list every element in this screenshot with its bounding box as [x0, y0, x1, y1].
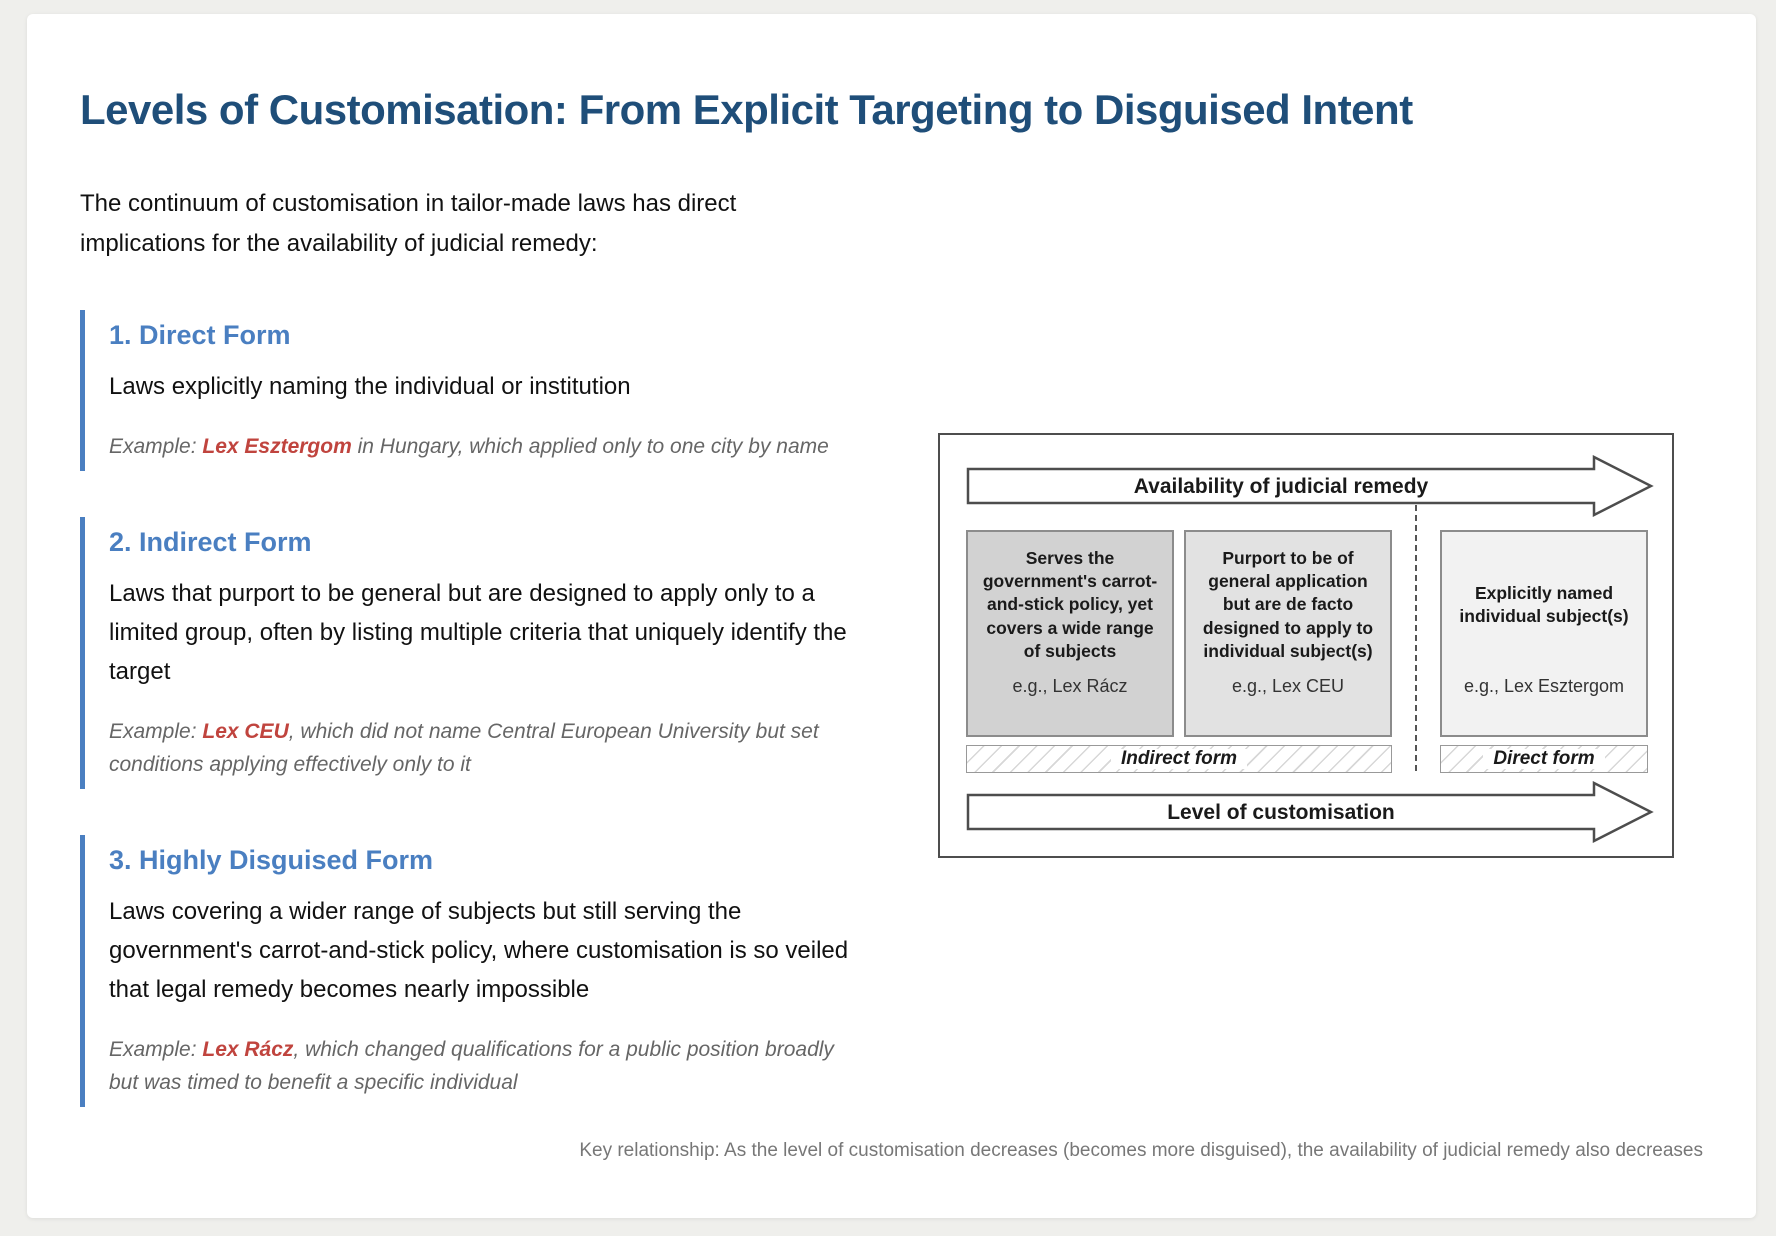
box-text: Explicitly named individual subject(s) [1459, 582, 1629, 626]
section-direct-form [80, 310, 860, 471]
section-heading: 1. Direct Form [109, 320, 291, 351]
availability-arrow [966, 455, 1654, 517]
box-example: e.g., Lex Rácz [1012, 676, 1128, 696]
direct-indirect-divider-dashed-line [1415, 505, 1417, 771]
page-title: Levels of Customisation: From Explicit Targeting to Disguised Intent [80, 86, 1413, 133]
customisation-diagram [938, 433, 1674, 858]
example-law-name: Lex Esztergom [202, 435, 352, 459]
section-body: Laws covering a wider range of subjects but still serving the government's carrot-and-stick policy, where customisation is so veiled that legal remedy becomes nearly impossible [109, 898, 849, 1004]
key-relationship-caption: Key relationship: As the level of customisation decreases (becomes more disguised), the availability of judicial remedy also decreases [579, 1140, 1703, 1161]
form-strips [966, 745, 1648, 773]
example-law-name: Lex CEU [202, 720, 289, 744]
section-example [109, 430, 839, 463]
example-rest: , which did not name Central European University but set conditions applying effectively only to it [109, 720, 819, 777]
section-body: Laws that purport to be general but are designed to apply only to a limited group, often by listing multiple criteria that uniquely identify the target [109, 580, 847, 686]
box-example: e.g., Lex Esztergom [1463, 676, 1625, 696]
example-rest: in Hungary, which applied only to one city by name [351, 435, 829, 459]
box-text: Serves the government's carrot-and-stick policy, yet covers a wide range of subjects [982, 548, 1158, 661]
indirect-form-strip [966, 745, 1392, 773]
box-example: e.g., Lex CEU [1231, 676, 1345, 696]
section-indirect-form [80, 517, 860, 789]
diagram-boxes [966, 530, 1648, 737]
example-prefix: Example: [109, 720, 203, 744]
direct-form-strip [1440, 745, 1648, 773]
availability-arrow-label: Availability of judicial remedy [1133, 475, 1429, 498]
example-rest: , which changed qualifications for a public position broadly but was timed to benefit a specific individual [109, 1038, 834, 1095]
box-text: Purport to be of general application but are de facto designed to apply to individual subject(s) [1202, 548, 1374, 661]
box-highly-disguised [966, 530, 1174, 737]
box-indirect [1184, 530, 1392, 737]
section-example [109, 1033, 839, 1099]
example-law-name: Lex Rácz [202, 1038, 294, 1062]
strip-label: Direct form [1483, 749, 1604, 769]
customisation-arrow-label: Level of customisation [1167, 801, 1395, 824]
section-highly-disguised-form [80, 835, 860, 1107]
example-prefix: Example: [109, 1038, 203, 1062]
intro-paragraph: The continuum of customisation in tailor-made laws has direct implications for the availability of judicial remedy: [80, 190, 737, 258]
customisation-arrow [966, 781, 1654, 843]
strip-label: Indirect form [1111, 749, 1247, 769]
box-direct [1440, 530, 1648, 737]
section-body: Laws explicitly naming the individual or institution [109, 373, 631, 401]
page-card [27, 14, 1756, 1218]
section-heading: 3. Highly Disguised Form [109, 845, 434, 876]
section-heading: 2. Indirect Form [109, 527, 312, 558]
example-prefix: Example: [109, 435, 203, 459]
section-example [109, 715, 839, 781]
